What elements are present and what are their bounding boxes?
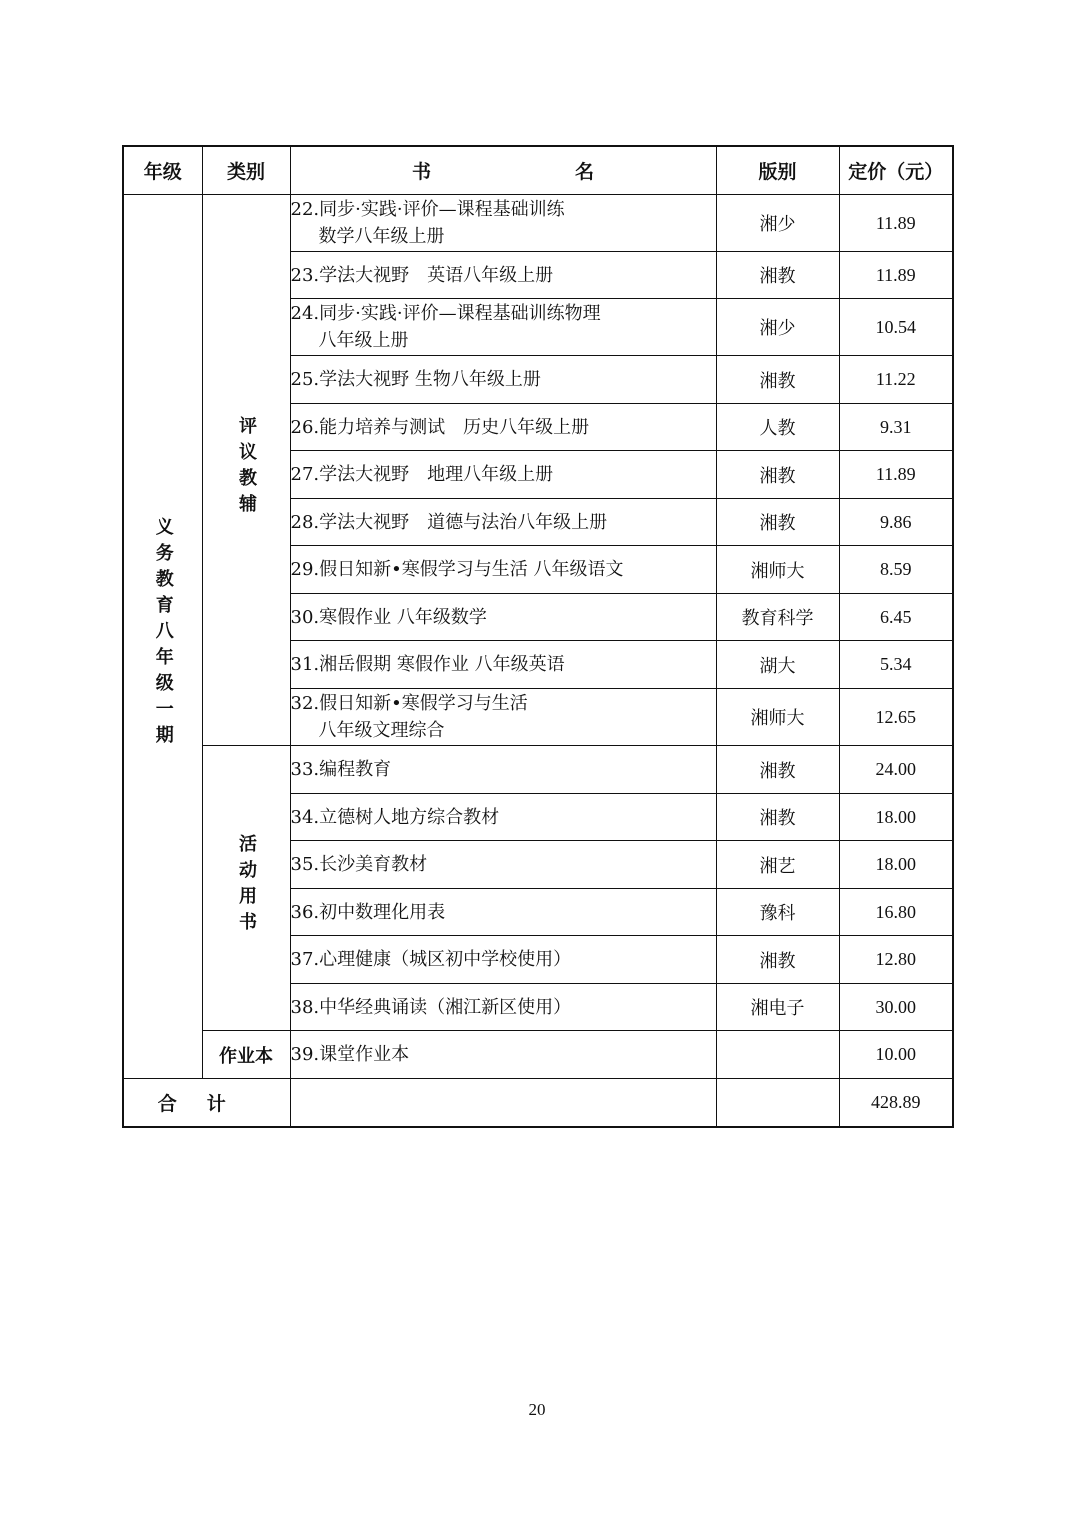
- book-publisher: 湘少: [716, 299, 839, 356]
- book-price: 6.45: [839, 594, 953, 641]
- book-publisher: 湘教: [716, 936, 839, 984]
- book-publisher: 湘教: [716, 356, 839, 404]
- page-number: 20: [528, 1400, 546, 1419]
- book-title: 29.假日知新•寒假学习与生活 八年级语文: [290, 546, 716, 594]
- book-publisher: 湘教: [716, 794, 839, 841]
- book-publisher: 湘教: [716, 451, 839, 499]
- book-publisher: 湘教: [716, 252, 839, 299]
- table-row: [123, 746, 953, 794]
- book-price: 16.80: [839, 889, 953, 936]
- book-title: 33.编程教育: [290, 746, 716, 794]
- book-publisher: 湘电子: [716, 984, 839, 1031]
- book-publisher: 人教: [716, 404, 839, 451]
- book-title: 25.学法大视野 生物八年级上册: [290, 356, 716, 404]
- category-review-cell: 评议教辅: [202, 195, 290, 746]
- category-activity-cell: 活动用书: [202, 746, 290, 1031]
- book-price: 12.80: [839, 936, 953, 984]
- header-price: 定价（元）: [839, 146, 953, 195]
- total-title-empty: [290, 1079, 716, 1127]
- book-title: 38.中华经典诵读（湘江新区使用）: [290, 984, 716, 1031]
- book-title: 36.初中数理化用表: [290, 889, 716, 936]
- book-publisher: 湖大: [716, 641, 839, 689]
- table-row: [123, 195, 953, 252]
- book-title: 27.学法大视野 地理八年级上册: [290, 451, 716, 499]
- book-price: 11.89: [839, 451, 953, 499]
- book-title: 39.课堂作业本: [290, 1031, 716, 1079]
- header-title: 书 名: [290, 146, 716, 195]
- book-price: 10.54: [839, 299, 953, 356]
- book-price: 11.89: [839, 252, 953, 299]
- book-title: 23.学法大视野 英语八年级上册: [290, 252, 716, 299]
- book-publisher: 湘教: [716, 499, 839, 546]
- book-publisher: 湘艺: [716, 841, 839, 889]
- book-price: 10.00: [839, 1031, 953, 1079]
- book-title: 32.假日知新•寒假学习与生活 八年级文理综合: [290, 689, 716, 746]
- book-price: 5.34: [839, 641, 953, 689]
- book-price: 30.00: [839, 984, 953, 1031]
- total-row: [123, 1079, 953, 1127]
- header-publisher: 版别: [716, 146, 839, 195]
- table-row: [123, 1031, 953, 1079]
- book-title: 28.学法大视野 道德与法治八年级上册: [290, 499, 716, 546]
- book-price: 12.65: [839, 689, 953, 746]
- header-category: 类别: [202, 146, 290, 195]
- total-publisher-empty: [716, 1079, 839, 1127]
- total-price: 428.89: [839, 1079, 953, 1127]
- book-title: 22.同步·实践·评价—课程基础训练 数学八年级上册: [290, 195, 716, 252]
- book-publisher: 教育科学: [716, 594, 839, 641]
- grade-cell: 义务教育八年级一期: [123, 195, 202, 1079]
- book-title: 37.心理健康（城区初中学校使用）: [290, 936, 716, 984]
- header-grade: 年级: [123, 146, 202, 195]
- book-price: 24.00: [839, 746, 953, 794]
- book-price: 18.00: [839, 841, 953, 889]
- book-price: 11.22: [839, 356, 953, 404]
- book-publisher: 湘教: [716, 746, 839, 794]
- book-publisher: [716, 1031, 839, 1079]
- book-price: 8.59: [839, 546, 953, 594]
- book-title: 35.长沙美育教材: [290, 841, 716, 889]
- book-price: 18.00: [839, 794, 953, 841]
- book-publisher: 湘师大: [716, 689, 839, 746]
- book-publisher: 豫科: [716, 889, 839, 936]
- total-label: 合计: [123, 1079, 290, 1127]
- book-title: 26.能力培养与测试 历史八年级上册: [290, 404, 716, 451]
- header-row: [123, 146, 953, 195]
- book-price: 11.89: [839, 195, 953, 252]
- book-title: 31.湘岳假期 寒假作业 八年级英语: [290, 641, 716, 689]
- book-price: 9.86: [839, 499, 953, 546]
- category-homework-cell: 作业本: [202, 1031, 290, 1079]
- book-title: 30.寒假作业 八年级数学: [290, 594, 716, 641]
- book-title: 34.立德树人地方综合教材: [290, 794, 716, 841]
- book-publisher: 湘师大: [716, 546, 839, 594]
- book-title: 24.同步·实践·评价—课程基础训练物理 八年级上册: [290, 299, 716, 356]
- book-publisher: 湘少: [716, 195, 839, 252]
- book-price: 9.31: [839, 404, 953, 451]
- book-price-table: [122, 145, 954, 1128]
